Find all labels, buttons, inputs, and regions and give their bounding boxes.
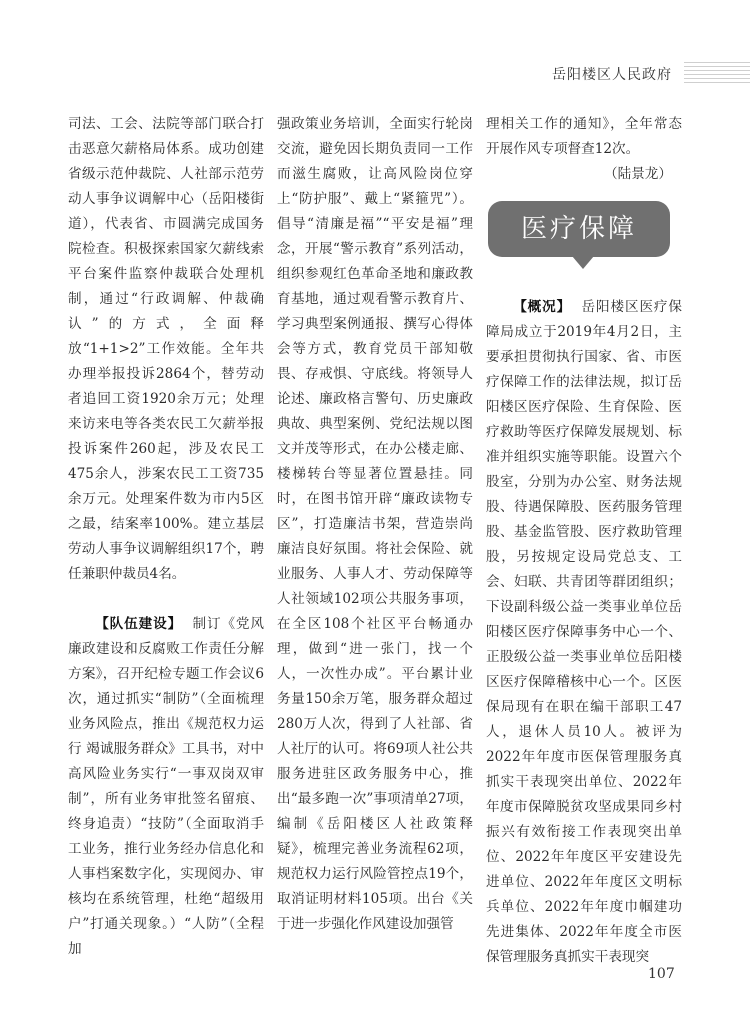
- author-byline: （陆景龙）: [604, 166, 672, 182]
- section-label-overview: 【概况】: [513, 299, 572, 315]
- text-column-1: [68, 112, 264, 962]
- paragraph-continued: 强政策业务培训，全面实行轮岗交流，避免因长期负责同一工作而滋生腐败，让高风险岗位穿上“防护服”、戴上“紧箍咒”）。倡导“清廉是福”“平安是福”理念，开展“警示教育”系列活动，组织参观红色革命圣地和廉政教育基地，通过观看警示教育片、学习典型案例通报、撰写心得体会等方式，教育党员干部知敬畏、存戒惧、守底线。将领导人论述、廉政格言警句、历史廉政典故、典型案例、党纪法规以图文并茂等形式，在办公楼走廊、楼梯转台等显著位置悬挂。同时，在图书馆开辟“廉政读物专区”，打造廉洁书架，营造崇尚廉洁良好氛围。将社会保险、就业服务、人事人才、劳动保障等人社领域102项公共服务事项，在全区108个社区平台畅通办理，做到“进一张门，找一个人，一次性办成”。平台累计业务量150余万笔，服务群众超过280万人次，得到了人社部、省人社厅的认可。将69项人社公共服务进驻区政务服务中心，推出“最多跑一次”事项清单27项，编制《岳阳楼区人社政策释疑》，梳理完善业务流程62项，规范权力运行风险管控点19个，取消证明材料105项。出台《关于进一步强化作风建设加强管: [277, 116, 473, 932]
- paragraph-team-building: [68, 612, 264, 962]
- speech-bubble-tail-icon: [572, 256, 594, 269]
- section-banner-box: [488, 201, 670, 257]
- page-number: 107: [648, 966, 675, 982]
- paragraph-overview: [486, 295, 682, 970]
- paragraph-wage-arrears: 司法、工会、法院等部门联合打击恶意欠薪格局体系。成功创建省级示范仲裁院、人社部示范劳动人事争议调解中心（岳阳楼街道），代表省、市圆满完成国务院检查。积极探索国家欠薪线索平台案件监察仲裁联合处理机制，通过“行政调解、仲裁确认”的方式，全面释放“1+1>2”工作效能。全年共办理举报投诉2864个，替劳动者追回工资1920余万元；处理来访来电等各类农民工欠薪举报投诉案件260起，涉及农民工475余人，涉案农民工工资735余万元。处理案件数为市内5区之最，结案率100%。建立基层劳动人事争议调解组织17个，聘任兼职仲裁员4名。: [68, 116, 264, 582]
- text-column-3: [486, 112, 682, 970]
- section-text-overview: 岳阳楼区医疗保障局成立于2019年4月2日，主要承担贯彻执行国家、省、市医疗保障工作的法律法规，拟订岳阳楼区医疗保险、生育保险、医疗救助等医疗保障发展规划、标准并组织实施等职能。设置六个股室，分别为办公室、财务法规股、待遇保障股、医药服务管理股、基金监管股、医疗救助管理股，另按规定设局党总支、工会、妇联、共青团等群团组织；下设副科级公益一类事业单位岳阳楼区医疗保障事务中心一个、正股级公益一类事业单位岳阳楼区医疗保障稽核中心一个。区医保局现有在职在编干部职工47人，退休人员10人。被评为2022年年度市医保管理服务真抓实干表现突出单位、2022年年度市保障脱贫攻坚成果同乡村振兴有效衔接工作表现突出单位、2022年年度区平安建设先进单位、2022年年度区文明标兵单位、2022年年度巾帼建功先进集体、2022年年度全市医保管理服务真抓实干表现突: [486, 299, 682, 965]
- header-title: 岳阳楼区人民政府: [552, 67, 672, 83]
- paragraph-continued-end: 理相关工作的通知》，全年常态开展作风专项督查12次。: [486, 116, 682, 157]
- section-label-team-building: 【队伍建设】: [95, 616, 183, 632]
- section-banner: [486, 201, 682, 261]
- section-text-team-building: 制订《党风廉政建设和反腐败工作责任分解方案》，召开纪检专题工作会议6次，通过抓实“制防”（全面梳理业务风险点，推出《规范权力运行 竭诚服务群众》工具书，对中高风险业务实行“一事双岗双审制”，所有业务审批签名留痕、终身追责）“技防”（全面取消手工业务，推行业务经办信息化和人事档案数字化，实现阅办、审核均在系统管理，杜绝“超级用户”打通关现象。）“人防”（全程加: [68, 616, 264, 957]
- section-banner-title: 医疗保障: [520, 213, 637, 244]
- header-rule-decoration: [684, 62, 750, 84]
- text-column-2: [277, 112, 473, 937]
